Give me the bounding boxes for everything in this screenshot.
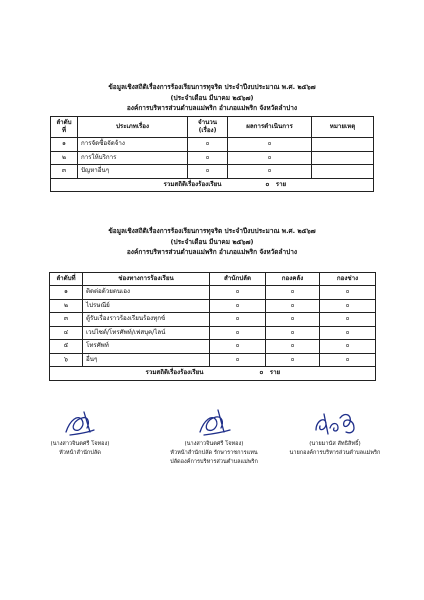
signature-block <box>270 408 400 458</box>
row-count: ๐ <box>188 165 228 179</box>
row-engineering: ๐ <box>320 340 376 354</box>
header-no: ลำดับที่ <box>50 273 83 286</box>
total-value: ๐ <box>259 369 264 377</box>
total-cell <box>210 367 376 381</box>
signer-position: หัวหน้าสำนักปลัด <box>59 450 101 456</box>
table-row <box>50 353 376 367</box>
signer-name: (นายมานัส สัทธิสิทธิ์) <box>309 441 361 447</box>
row-no: ๓ <box>51 165 78 179</box>
table-row <box>51 151 374 165</box>
total-cell <box>228 178 374 192</box>
row-engineering: ๐ <box>320 326 376 340</box>
row-office: ๐ <box>210 353 266 367</box>
row-no: ๓ <box>50 313 83 327</box>
row-engineering: ๐ <box>320 353 376 367</box>
row-channel: ติดต่อด้วยตนเอง <box>83 286 210 300</box>
row-channel: เวปไซต์/โทรศัพท์/เฟสบุค/ไลน์ <box>83 326 210 340</box>
total-value: ๐ <box>265 180 270 188</box>
row-office: ๐ <box>210 286 266 300</box>
row-topic: ปัญหาอื่นๆ <box>78 165 188 179</box>
row-no: ๖ <box>50 353 83 367</box>
total-label: รวมสถิติเรื่องร้องเรียน <box>50 367 210 381</box>
row-finance: ๐ <box>266 299 320 313</box>
row-finance: ๐ <box>266 313 320 327</box>
table-header-row <box>51 117 374 138</box>
header-no-line: ที่ <box>61 127 67 134</box>
row-note <box>312 151 374 165</box>
row-no: ๑ <box>50 286 83 300</box>
table-row <box>50 313 376 327</box>
handwritten-signature-icon <box>60 408 100 440</box>
section2-title-line: องค์การบริหารส่วนตำบลแม่พริก อำเภอแม่พริก จังหวัดลำปาง <box>126 248 298 256</box>
row-channel: โทรศัพท์ <box>83 340 210 354</box>
row-no: ๕ <box>50 340 83 354</box>
row-note <box>312 138 374 152</box>
row-count: ๐ <box>188 138 228 152</box>
table-row <box>50 286 376 300</box>
signer-name: (นางสาวจินตศรี โจทอง) <box>50 441 110 447</box>
signature-block <box>30 408 130 458</box>
complaint-channel-table <box>49 272 376 381</box>
total-label: รวมสถิติเรื่องร้องเรียน <box>51 178 228 192</box>
header-engineering: กองช่าง <box>320 273 376 286</box>
header-count-line: (เรื่อง) <box>198 127 217 134</box>
total-row <box>51 178 374 192</box>
table-row <box>51 165 374 179</box>
total-row <box>50 367 376 381</box>
header-result: ผลการดำเนินการ <box>228 117 312 138</box>
signer-position: ปลัดองค์การบริหารส่วนตำบลแม่พริก <box>170 459 258 465</box>
row-channel: ตู้รับเรื่องราวร้องเรียนร้องทุกข์ <box>83 313 210 327</box>
row-no: ๑ <box>51 138 78 152</box>
row-finance: ๐ <box>266 340 320 354</box>
header-no-line: ลำดับ <box>56 118 72 126</box>
row-engineering: ๐ <box>320 313 376 327</box>
row-no: ๔ <box>50 326 83 340</box>
row-office: ๐ <box>210 313 266 327</box>
row-result: ๐ <box>228 165 312 179</box>
row-finance: ๐ <box>266 326 320 340</box>
header-count <box>188 117 228 138</box>
total-unit: ราย <box>275 180 287 188</box>
table-row <box>50 326 376 340</box>
row-result: ๐ <box>228 138 312 152</box>
row-engineering: ๐ <box>320 286 376 300</box>
signer-position: หัวหน้าสำนักปลัด รักษาราชการแทน <box>170 450 258 456</box>
signer-name: (นางสาวจินตศรี โจทอง) <box>184 441 244 447</box>
section2-title-line: (ประจำเดือน มีนาคม ๒๕๖๗) <box>170 237 254 246</box>
row-channel: อื่นๆ <box>83 353 210 367</box>
row-no: ๒ <box>51 151 78 165</box>
section1-title-line: ข้อมูลเชิงสถิติเรื่องการร้องเรียนการทุจริต ประจำปีงบประมาณ พ.ศ. ๒๕๖๗ <box>108 83 316 91</box>
row-topic: การจัดซื้อจัดจ้าง <box>78 138 188 152</box>
header-office: สำนักปลัด <box>210 273 266 286</box>
complaint-type-table <box>50 116 374 192</box>
row-count: ๐ <box>188 151 228 165</box>
header-no <box>51 117 78 138</box>
section2-title-line: ข้อมูลเชิงสถิติเรื่องการร้องเรียนการทุจริต ประจำปีงบประมาณ พ.ศ. ๒๕๖๗ <box>108 227 316 235</box>
section2-title <box>0 226 424 258</box>
header-topic: ประเภทเรื่อง <box>78 117 188 138</box>
signer-position: นายกองค์การบริหารส่วนตำบลแม่พริก <box>289 450 381 456</box>
row-note <box>312 165 374 179</box>
row-engineering: ๐ <box>320 299 376 313</box>
table-row <box>50 340 376 354</box>
row-office: ๐ <box>210 326 266 340</box>
header-finance: กองคลัง <box>266 273 320 286</box>
section1-title-line: องค์การบริหารส่วนตำบลแม่พริก อำเภอแม่พริก จังหวัดลำปาง <box>126 104 298 112</box>
row-office: ๐ <box>210 299 266 313</box>
header-count-line: จำนวน <box>197 118 218 126</box>
row-channel: ไปรษณีย์ <box>83 299 210 313</box>
row-result: ๐ <box>228 151 312 165</box>
table-header-row <box>50 273 376 286</box>
row-office: ๐ <box>210 340 266 354</box>
row-finance: ๐ <box>266 353 320 367</box>
header-channel: ช่องทางการร้องเรียน <box>83 273 210 286</box>
row-no: ๒ <box>50 299 83 313</box>
section1-title <box>0 82 424 114</box>
table-row <box>50 299 376 313</box>
row-finance: ๐ <box>266 286 320 300</box>
section1-title-line: (ประจำเดือน มีนาคม ๒๕๖๗) <box>170 93 254 102</box>
handwritten-signature-icon <box>192 406 236 440</box>
handwritten-signature-icon <box>310 408 360 440</box>
row-topic: การให้บริการ <box>78 151 188 165</box>
total-unit: ราย <box>269 369 281 377</box>
table-row <box>51 138 374 152</box>
header-note: หมายเหตุ <box>312 117 374 138</box>
